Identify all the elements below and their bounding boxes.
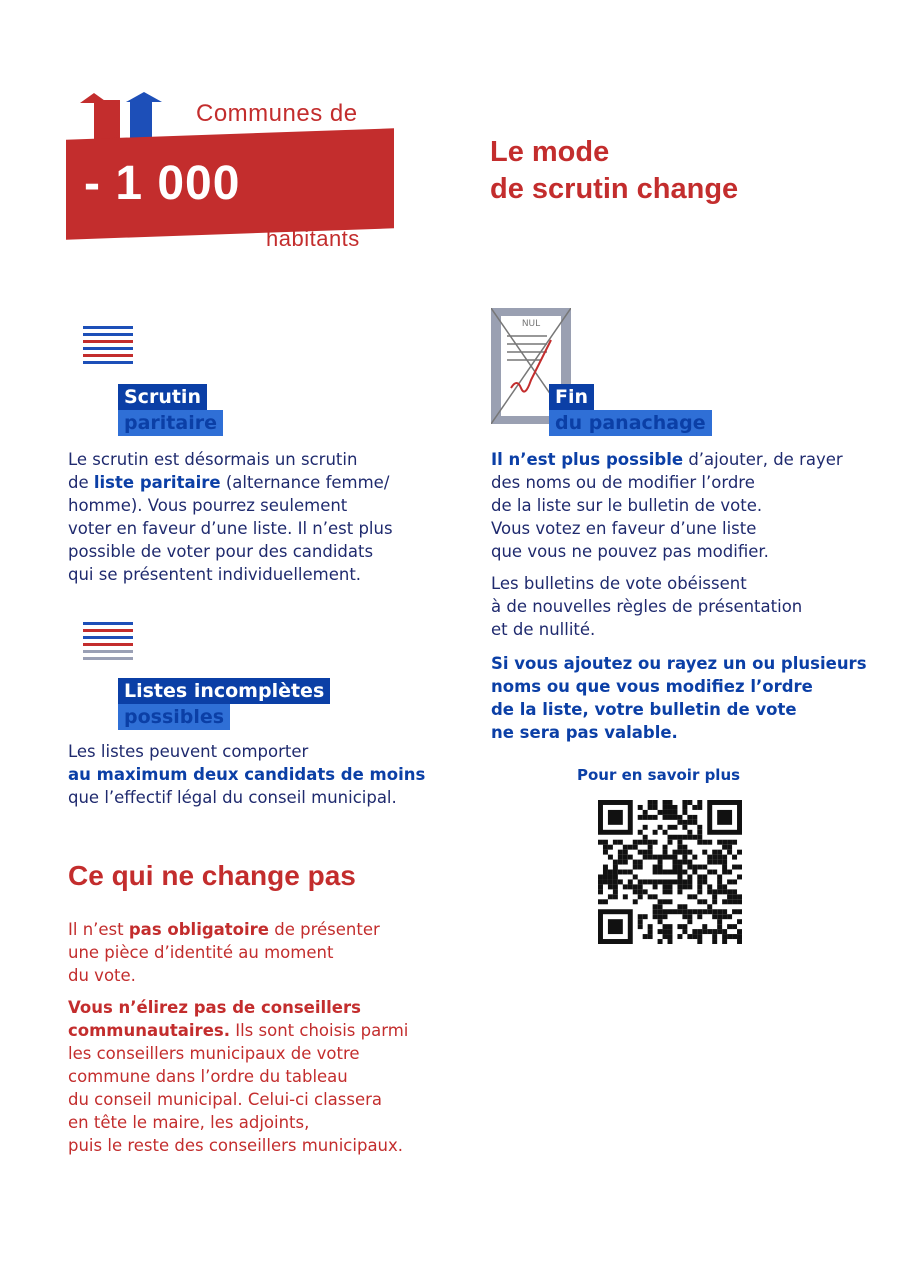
text-line: noms ou que vous modifiez l’ordre <box>491 677 813 696</box>
more-info-label: Pour en savoir plus <box>577 766 741 784</box>
text-line: en tête le maire, les adjoints, <box>68 1113 310 1132</box>
text-line: Les listes peuvent comporter <box>68 742 309 761</box>
qr-code[interactable] <box>598 800 742 944</box>
text-line: Le scrutin est désormais un scrutin <box>68 450 358 469</box>
ballot-label: NUL <box>521 319 541 329</box>
fin-badge-line1: Fin <box>549 384 594 410</box>
scrutin-badge-line1: Scrutin <box>118 384 207 410</box>
text-line <box>68 1019 448 1042</box>
text-line: Les bulletins de vote obéissent <box>491 574 747 593</box>
text-line: voter en faveur d’une liste. Il n’est plus <box>68 519 393 538</box>
text-span: d’ajouter, de rayer <box>683 450 843 469</box>
text-line: que vous ne pouvez pas modifier. <box>491 542 769 561</box>
logo-bottom-text: habitants <box>266 226 360 251</box>
text-line: du vote. <box>68 966 136 985</box>
text-bold: Il n’est plus possible <box>491 450 684 469</box>
logo-big-number: - 1 000 <box>84 157 241 210</box>
listes-badge-line2: possibles <box>118 704 230 730</box>
listes-text <box>68 740 448 809</box>
text-line: possible de voter pour des candidats <box>68 542 374 561</box>
flag-icon <box>83 622 133 664</box>
text-line: homme). Vous pourrez seulement <box>68 496 348 515</box>
text-bold: au maximum deux candidats de moins <box>68 765 426 784</box>
text-line: des noms ou de modifier l’ordre <box>491 473 755 492</box>
fin-badge <box>549 384 712 436</box>
text-line: de la liste, votre bulletin de vote <box>491 700 797 719</box>
listes-badge-line1: Listes incomplètes <box>118 678 330 704</box>
text-bold: Vous n’élirez pas de conseillers <box>68 998 361 1017</box>
text-line: du conseil municipal. Celui-ci classera <box>68 1090 383 1109</box>
qr-code-image[interactable] <box>598 800 742 944</box>
page-title-line2: de scrutin change <box>490 173 739 205</box>
fin-warning <box>491 652 871 744</box>
text-span: Il n’est <box>68 920 129 939</box>
text-bold: pas obligatoire <box>128 920 269 939</box>
fin-p2 <box>491 572 871 641</box>
section-title: Ce qui ne change pas <box>68 860 356 891</box>
text-line: que l’effectif légal du conseil municipal. <box>68 788 397 807</box>
text-line <box>68 471 448 494</box>
text-span: de <box>68 473 94 492</box>
text-span: de présenter <box>269 920 380 939</box>
text-line: à de nouvelles règles de présentation <box>491 597 803 616</box>
text-line: commune dans l’ordre du tableau <box>68 1067 348 1086</box>
text-line: ne sera pas valable. <box>491 723 678 742</box>
page-title <box>490 134 810 208</box>
fin-p1 <box>491 448 871 563</box>
fin-badge-line2: du panachage <box>549 410 712 436</box>
scrutin-badge <box>118 384 223 436</box>
text-line: Vous votez en faveur d’une liste <box>491 519 757 538</box>
text-span: (alternance femme/ <box>220 473 390 492</box>
text-line <box>68 918 448 941</box>
text-line: qui se présentent individuellement. <box>68 565 362 584</box>
text-span: Ils sont choisis parmi <box>229 1021 409 1040</box>
text-line: Si vous ajoutez ou rayez un ou plusieurs <box>491 654 867 673</box>
text-line: de la liste sur le bulletin de vote. <box>491 496 763 515</box>
text-bold: liste paritaire <box>93 473 221 492</box>
unchanged-p1 <box>68 918 448 987</box>
text-line: puis le reste des conseillers municipaux. <box>68 1136 404 1155</box>
unchanged-p2 <box>68 996 448 1157</box>
text-bold: communautaires. <box>68 1021 230 1040</box>
logo-top-text: Communes de <box>196 100 358 127</box>
listes-badge <box>118 678 330 730</box>
scrutin-text <box>68 448 448 586</box>
page-title-line1: Le mode <box>490 136 610 168</box>
text-line: et de nullité. <box>491 620 596 639</box>
flag-icon <box>83 326 133 368</box>
text-line: les conseillers municipaux de votre <box>68 1044 360 1063</box>
text-line: une pièce d’identité au moment <box>68 943 334 962</box>
text-line <box>491 448 871 471</box>
scrutin-badge-line2: paritaire <box>118 410 223 436</box>
